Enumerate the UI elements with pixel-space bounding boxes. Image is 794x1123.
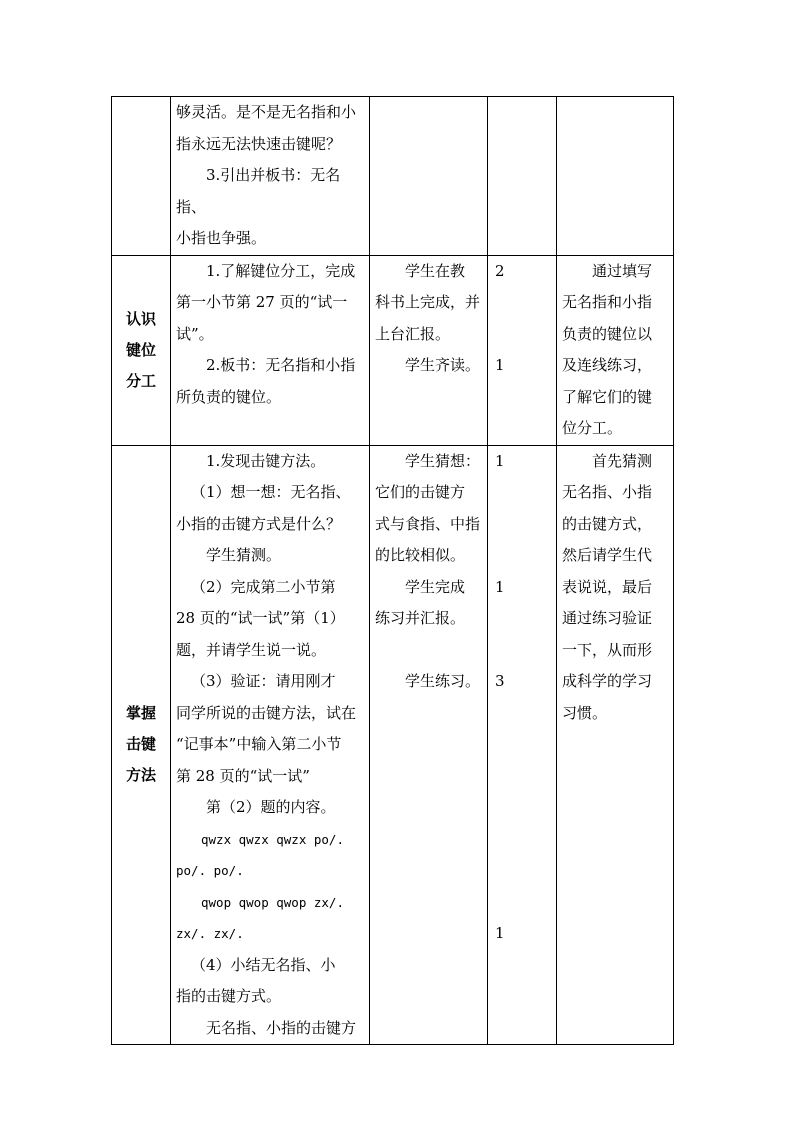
text-line: 2.板书：无名指和小指	[206, 356, 356, 374]
text-line: qwzx qwzx qwzx po/.	[201, 831, 344, 847]
stage-label: 方法	[125, 766, 156, 785]
time-value	[493, 540, 551, 572]
stage-cell	[112, 255, 171, 445]
text-line: 题，并请学生说一说。	[176, 640, 327, 659]
time-cell	[488, 445, 557, 1045]
text-line: （4）小结无名指、小	[191, 955, 336, 974]
text-line: （1）想一想：无名指、	[191, 483, 351, 501]
text-line: 同学所说的击键方法，试在	[176, 703, 357, 722]
stage-label: 分工	[125, 371, 156, 390]
time-value: 1	[495, 924, 505, 942]
text-line: 学生猜想：	[405, 451, 481, 470]
table-row	[112, 255, 674, 445]
stage-label: 键位	[125, 340, 156, 359]
text-line: 首先猜测	[592, 451, 653, 470]
time-value	[493, 287, 551, 319]
stage-cell	[112, 445, 171, 1045]
text-line	[375, 635, 482, 667]
text-line: 上台汇报。	[375, 324, 451, 343]
time-value: 1	[495, 577, 505, 596]
text-line: 位分工。	[562, 419, 623, 437]
student-activity-cell	[370, 255, 488, 445]
content-cell	[171, 255, 370, 445]
time-value	[493, 635, 551, 667]
content-cell	[171, 445, 370, 1045]
text-line: 通过练习验证	[562, 609, 653, 627]
time-value	[493, 824, 551, 856]
design-intent-cell	[557, 97, 674, 256]
time-value: 2	[495, 261, 505, 280]
text-line: 学生齐读。	[405, 356, 481, 374]
text-line: 所负责的键位。	[176, 387, 282, 406]
text-line: zx/. zx/.	[176, 926, 244, 941]
text-line: 学生猜测。	[206, 546, 282, 564]
text-line: 式与食指、中指	[375, 514, 481, 533]
text-line: 28 页的“试一试”第（1）	[176, 609, 345, 627]
time-value	[493, 698, 551, 730]
text-line: 及连线练习，	[562, 356, 653, 374]
text-line: 无名指、小指	[562, 483, 653, 501]
text-line: 通过填写	[592, 261, 653, 280]
text-line: 学生在教	[405, 261, 466, 280]
table-row	[112, 445, 674, 1045]
text-line: 1.发现击键方法。	[206, 451, 326, 470]
stage-label: 掌握	[125, 704, 156, 723]
text-line: qwop qwop qwop zx/.	[201, 894, 344, 910]
time-cell	[488, 255, 557, 445]
time-value	[493, 792, 551, 824]
time-value: 3	[495, 672, 505, 690]
time-value	[493, 887, 551, 919]
text-line: 科书上完成，并	[375, 293, 481, 311]
time-value	[493, 319, 551, 351]
time-value	[493, 603, 551, 635]
text-line: 小指也争强。	[176, 229, 267, 247]
text-line: 3.引出并板书：无名指、	[176, 166, 341, 216]
text-line: “记事本”中输入第二小节	[176, 735, 342, 753]
text-line: 了解它们的键	[562, 387, 653, 406]
stage-label: 认识	[125, 309, 156, 328]
time-value	[493, 477, 551, 509]
text-line: 小指的击键方式是什么？	[176, 514, 342, 533]
text-line: 无名指、小指的击键方	[206, 1018, 357, 1037]
text-line: po/. po/.	[176, 863, 244, 878]
text-line: （2）完成第二小节第	[191, 577, 336, 596]
text-line: 指永远无法快速击键呢？	[176, 134, 342, 153]
content-cell	[171, 97, 370, 256]
text-line: 习惯。	[562, 703, 608, 722]
stage-label: 击键	[125, 735, 156, 754]
text-line: 够灵活。是不是无名指和小	[176, 103, 357, 121]
text-line: 负责的键位以	[562, 324, 653, 343]
design-intent-cell	[557, 255, 674, 445]
text-line: 试”。	[176, 324, 214, 343]
text-line: 第（2）题的内容。	[206, 798, 336, 816]
text-line: 练习并汇报。	[375, 609, 466, 627]
text-line: 然后请学生代	[562, 546, 653, 564]
time-value: 1	[495, 356, 505, 374]
text-line: 表说说，最后	[562, 577, 653, 596]
table-row	[112, 97, 674, 256]
text-line: （3）验证：请用刚才	[191, 672, 336, 690]
text-line: 学生练习。	[405, 672, 481, 690]
student-activity-cell	[370, 97, 488, 256]
time-value	[493, 761, 551, 793]
text-line: 第一小节第 27 页的“试一	[176, 293, 348, 311]
text-line: 的击键方式，	[562, 514, 653, 533]
text-line: 成科学的学习	[562, 672, 653, 690]
time-value	[493, 855, 551, 887]
text-line: 第 28 页的“试一试”	[176, 766, 310, 785]
time-value	[493, 509, 551, 541]
time-value	[493, 729, 551, 761]
text-line: 一下，从而形	[562, 640, 653, 659]
text-line: 它们的击键方	[375, 483, 466, 501]
design-intent-cell	[557, 445, 674, 1045]
lesson-plan-table	[111, 96, 674, 1045]
time-value: 1	[495, 451, 505, 470]
text-line: 1.了解键位分工，完成	[206, 261, 356, 280]
student-activity-cell	[370, 445, 488, 1045]
lesson-plan-body	[112, 97, 674, 1045]
text-line: 的比较相似。	[375, 546, 466, 564]
stage-cell	[112, 97, 171, 256]
text-line: 指的击键方式。	[176, 987, 282, 1005]
time-cell	[488, 97, 557, 256]
text-line: 学生完成	[405, 577, 466, 596]
text-line: 无名指和小指	[562, 293, 653, 311]
